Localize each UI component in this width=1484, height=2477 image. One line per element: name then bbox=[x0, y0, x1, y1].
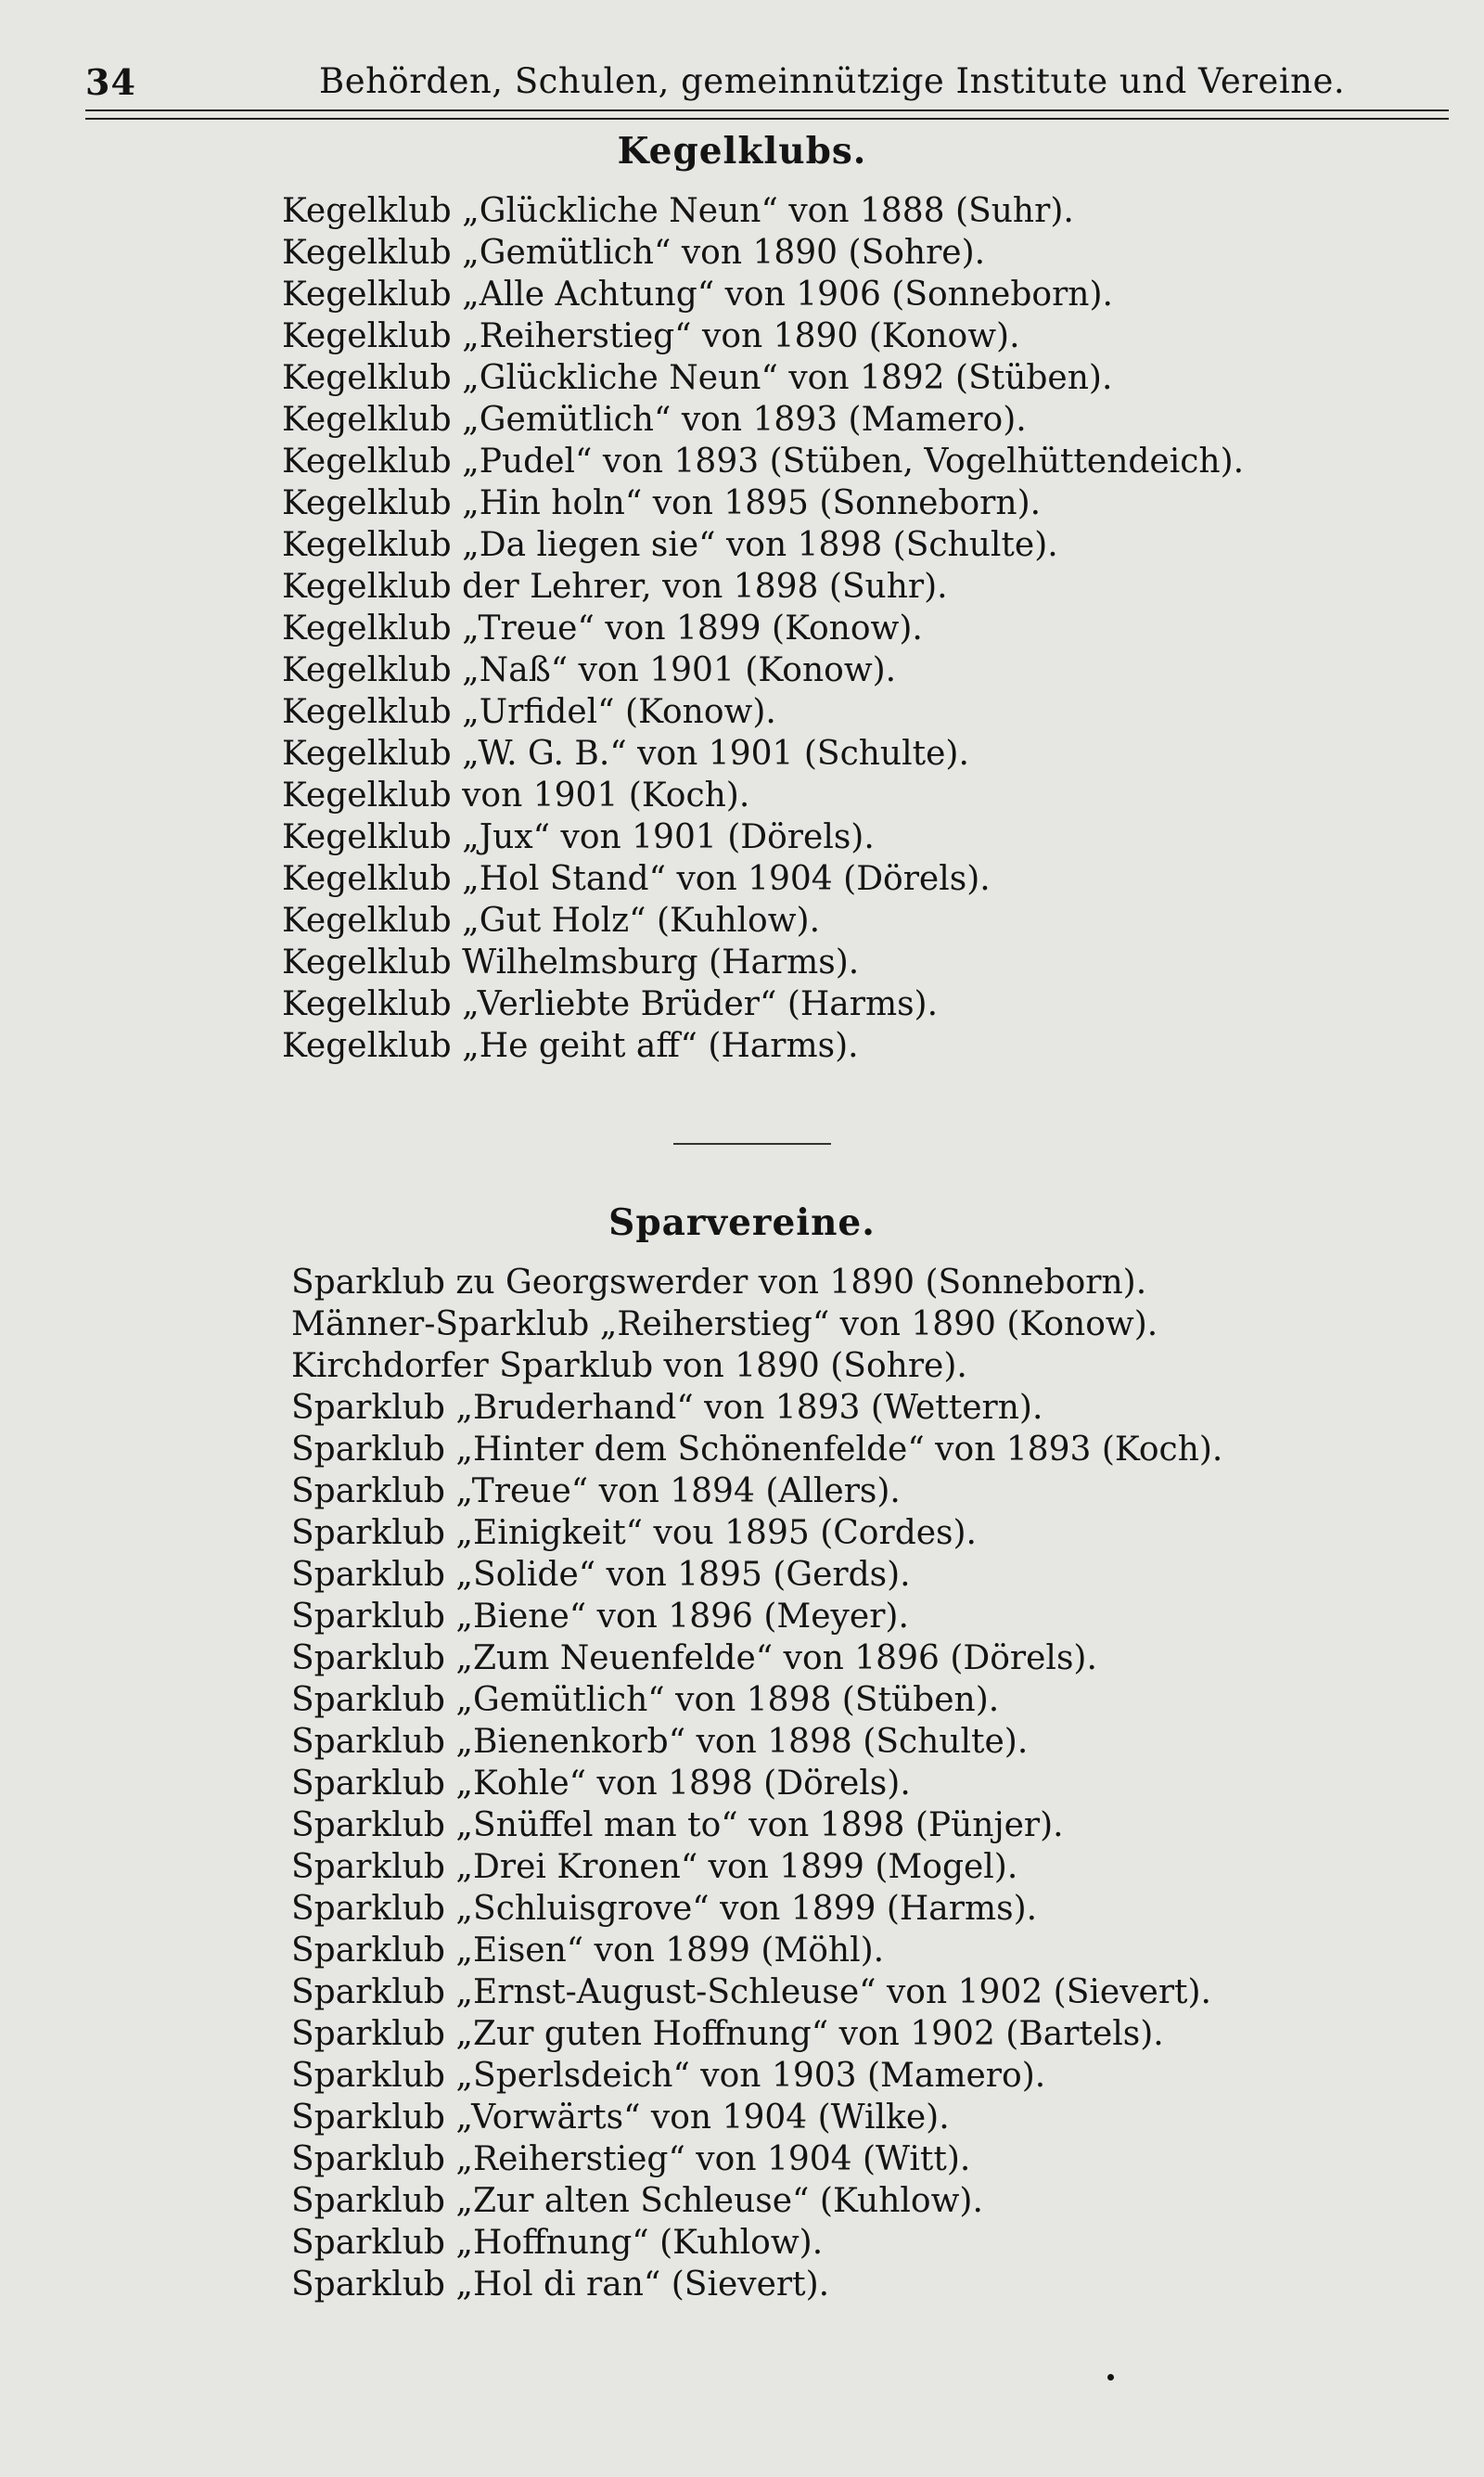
list-item: Sparklub „Kohle“ von 1898 (Dörels). bbox=[291, 1765, 911, 1803]
list-item: Kegelklub „Treue“ von 1899 (Konow). bbox=[282, 610, 923, 648]
list-item: Sparklub „Drei Kronen“ von 1899 (Mogel). bbox=[291, 1848, 1018, 1886]
running-title: Behörden, Schulen, gemeinnützige Institute und Vereine. bbox=[319, 61, 1346, 101]
list-item: Kirchdorfer Sparklub von 1890 (Sohre). bbox=[291, 1347, 967, 1385]
list-item: Kegelklub „Pudel“ von 1893 (Stüben, Vogelhüttendeich). bbox=[282, 443, 1245, 481]
list-item: Kegelklub „Glückliche Neun“ von 1892 (Stüben). bbox=[282, 359, 1113, 397]
list-item: Sparklub „Bienenkorb“ von 1898 (Schulte). bbox=[291, 1723, 1029, 1761]
list-item: Sparklub „Eisen“ von 1899 (Möhl). bbox=[291, 1932, 885, 1970]
list-item: Sparklub „Schluisgrove“ von 1899 (Harms). bbox=[291, 1890, 1038, 1928]
header-double-rule bbox=[85, 109, 1449, 120]
list-item: Sparklub „Snüffel man to“ von 1898 (Pünjer). bbox=[291, 1806, 1064, 1844]
list-item: Sparklub „Hol di ran“ (Sievert). bbox=[291, 2265, 830, 2304]
list-item: Sparklub „Zur alten Schleuse“ (Kuhlow). bbox=[291, 2182, 983, 2220]
list-item: Sparklub „Zur guten Hoffnung“ von 1902 (Bartels). bbox=[291, 2015, 1164, 2053]
list-item: Sparklub „Treue“ von 1894 (Allers). bbox=[291, 1472, 901, 1510]
list-item: Kegelklub der Lehrer, von 1898 (Suhr). bbox=[282, 568, 948, 606]
list-item: Kegelklub „Hin holn“ von 1895 (Sonneborn). bbox=[282, 484, 1042, 522]
list-item: Kegelklub „Glückliche Neun“ von 1888 (Suhr). bbox=[282, 192, 1074, 230]
list-item: Sparklub „Hoffnung“ (Kuhlow). bbox=[291, 2224, 824, 2262]
list-item: Kegelklub „Hol Stand“ von 1904 (Dörels). bbox=[282, 860, 991, 898]
list-item: Kegelklub „Jux“ von 1901 (Dörels). bbox=[282, 818, 875, 856]
list-item: Sparklub „Hinter dem Schönenfelde“ von 1893 (Koch). bbox=[291, 1431, 1223, 1469]
list-item: Sparklub „Zum Neuenfelde“ von 1896 (Dörels). bbox=[291, 1639, 1097, 1677]
list-item: Sparklub „Ernst-August-Schleuse“ von 1902 (Sievert). bbox=[291, 1973, 1212, 2011]
kegelklub-list bbox=[282, 190, 1244, 1067]
list-item: Kegelklub Wilhelmsburg (Harms). bbox=[282, 943, 860, 982]
list-item: Kegelklub „Reiherstieg“ von 1890 (Konow). bbox=[282, 317, 1020, 355]
section-divider bbox=[673, 1143, 831, 1145]
list-item: Kegelklub „Gemütlich“ von 1893 (Mamero). bbox=[282, 401, 1027, 439]
list-item: Kegelklub „He geiht aff“ (Harms). bbox=[282, 1027, 859, 1065]
list-item: Kegelklub von 1901 (Koch). bbox=[282, 776, 750, 815]
list-item: Sparklub „Vorwärts“ von 1904 (Wilke). bbox=[291, 2098, 950, 2137]
list-item: Kegelklub „Urfidel“ (Konow). bbox=[282, 693, 776, 731]
list-item: Sparklub „Einigkeit“ vou 1895 (Cordes). bbox=[291, 1514, 978, 1552]
list-item: Sparklub „Sperlsdeich“ von 1903 (Mamero). bbox=[291, 2057, 1046, 2095]
list-item: Sparklub „Reiherstieg“ von 1904 (Witt). bbox=[291, 2140, 971, 2178]
list-item: Sparklub „Solide“ von 1895 (Gerds). bbox=[291, 1556, 911, 1594]
list-item: Kegelklub „W. G. B.“ von 1901 (Schulte). bbox=[282, 735, 969, 773]
ink-speck bbox=[1107, 2374, 1114, 2381]
sparverein-list bbox=[291, 1262, 1222, 2305]
list-item: Kegelklub „Gut Holz“ (Kuhlow). bbox=[282, 902, 821, 940]
list-item: Kegelklub „Da liegen sie“ von 1898 (Schulte). bbox=[282, 526, 1058, 564]
section-title-sparvereine: Sparvereine. bbox=[608, 1201, 876, 1244]
list-item: Sparklub „Gemütlich“ von 1898 (Stüben). bbox=[291, 1681, 1000, 1719]
list-item: Sparklub zu Georgswerder von 1890 (Sonneborn). bbox=[291, 1264, 1147, 1302]
list-item: Kegelklub „Naß“ von 1901 (Konow). bbox=[282, 651, 897, 689]
page-number: 34 bbox=[85, 61, 136, 103]
list-item: Kegelklub „Verliebte Brüder“ (Harms). bbox=[282, 985, 939, 1023]
list-item: Kegelklub „Gemütlich“ von 1890 (Sohre). bbox=[282, 234, 986, 272]
list-item: Männer-Sparklub „Reiherstieg“ von 1890 (Konow). bbox=[291, 1305, 1158, 1343]
list-item: Sparklub „Biene“ von 1896 (Meyer). bbox=[291, 1598, 909, 1636]
list-item: Sparklub „Bruderhand“ von 1893 (Wettern). bbox=[291, 1389, 1043, 1427]
section-title-kegelklubs: Kegelklubs. bbox=[617, 130, 867, 173]
page-header bbox=[85, 61, 1451, 106]
list-item: Kegelklub „Alle Achtung“ von 1906 (Sonneborn). bbox=[282, 276, 1113, 314]
